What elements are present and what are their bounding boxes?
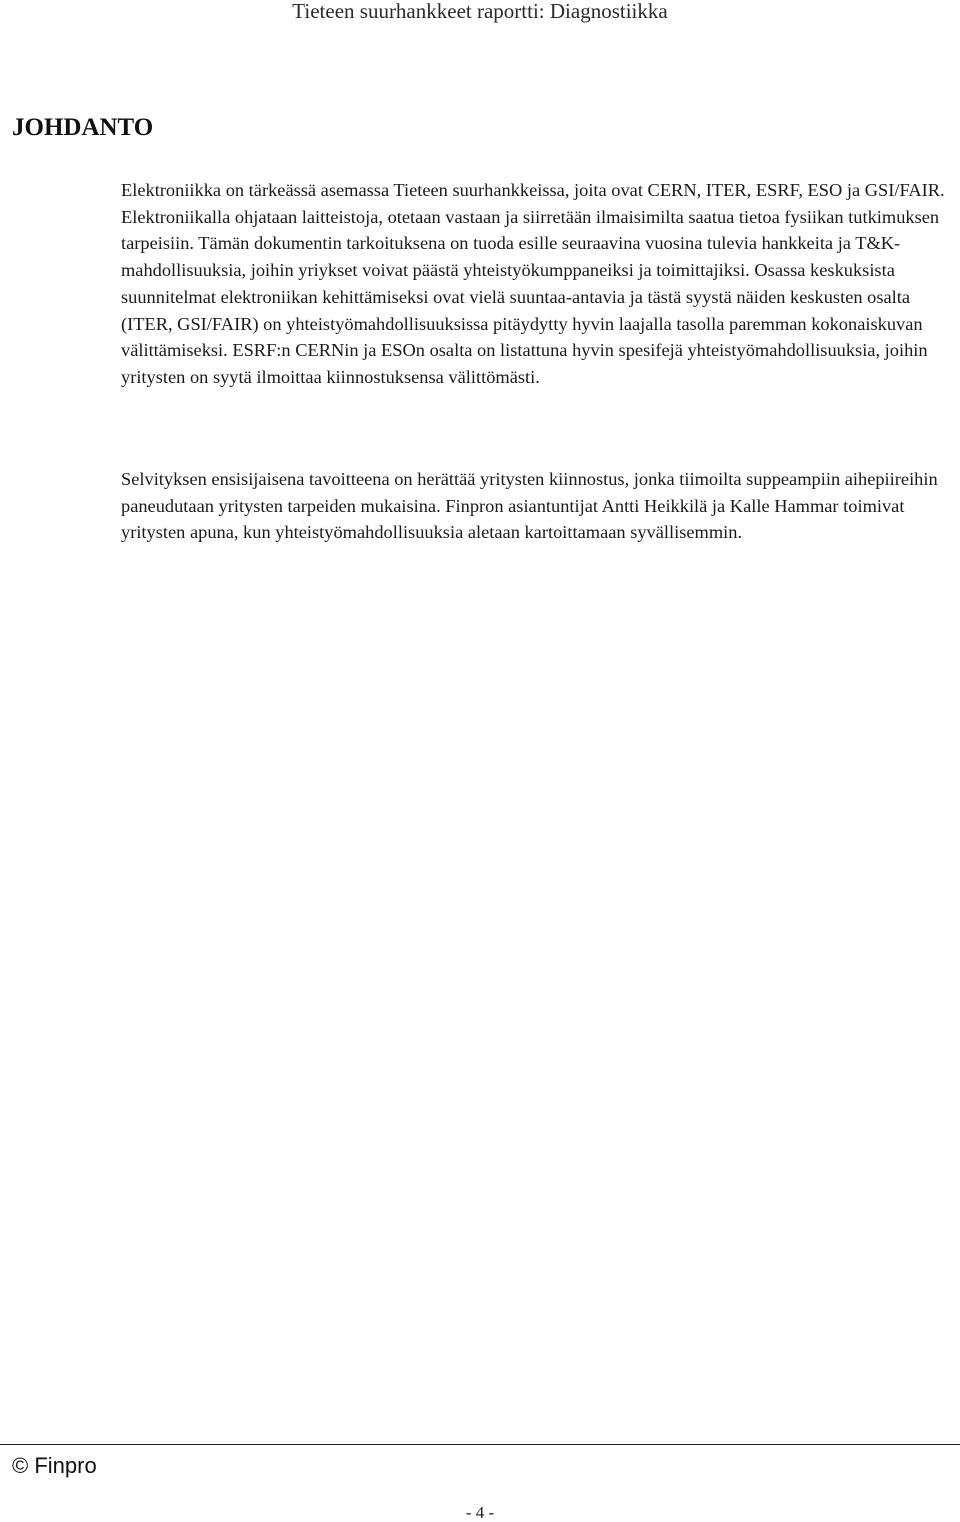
footer-divider [0,1444,960,1445]
paragraph-text: Elektroniikka on tärkeässä asemassa Tieteen suurhankkeissa, joita ovat CERN, ITER, ESRF, ESO ja GSI/FAIR. Elektroniikalla ohjataan laitteistoja, otetaan vastaan ja siirretään ilmaisimilta saatua tietoa fysiikan tutkimuksen tarpeisiin. Tämän dokumentin tarkoituksena on tuoda esille seuraavina vuosina tulevia hankkeita ja T&K-mahdollisuuksia, joihin yriykset voivat päästä yhteistyökumppaneiksi ja toimittajiksi. Osassa keskuksista suunnitelmat elektroniikan kehittämiseksi ovat vielä suuntaa-antavia ja tästä syystä näiden keskusten osalta (ITER, GSI/FAIR) on yhteistyömahdollisuuksissa pitäydytty hyvin laajalla tasolla paremman kokonaiskuvan välittämiseksi. ESRF:n CERNin ja ESOn osalta on listattuna hyvin spesifejä yhteistyömahdollisuuksia, joihin yritysten on syytä ilmoittaa kiinnostuksensa välittömästi. [121,180,945,387]
running-header: Tieteen suurhankkeet raportti: Diagnostiikka [292,0,668,23]
body-paragraph-2 [121,466,953,546]
section-title: JOHDANTO [12,114,154,141]
paragraph-text: Selvityksen ensisijaisena tavoitteena on herättää yritysten kiinnostus, jonka tiimoilta suppeampiin aihepiireihin paneudutaan yritysten tarpeiden mukaisina. Finpron asiantuntijat Antti Heikkilä ja Kalle Hammar toimivat yritysten apuna, kun yhteistyömahdollisuuksia aletaan kartoittamaan syvällisemmin. [121,469,938,543]
page-number: - 4 - [465,1503,495,1522]
footer-copyright: © Finpro [12,1453,97,1478]
body-paragraph-1 [121,177,953,391]
